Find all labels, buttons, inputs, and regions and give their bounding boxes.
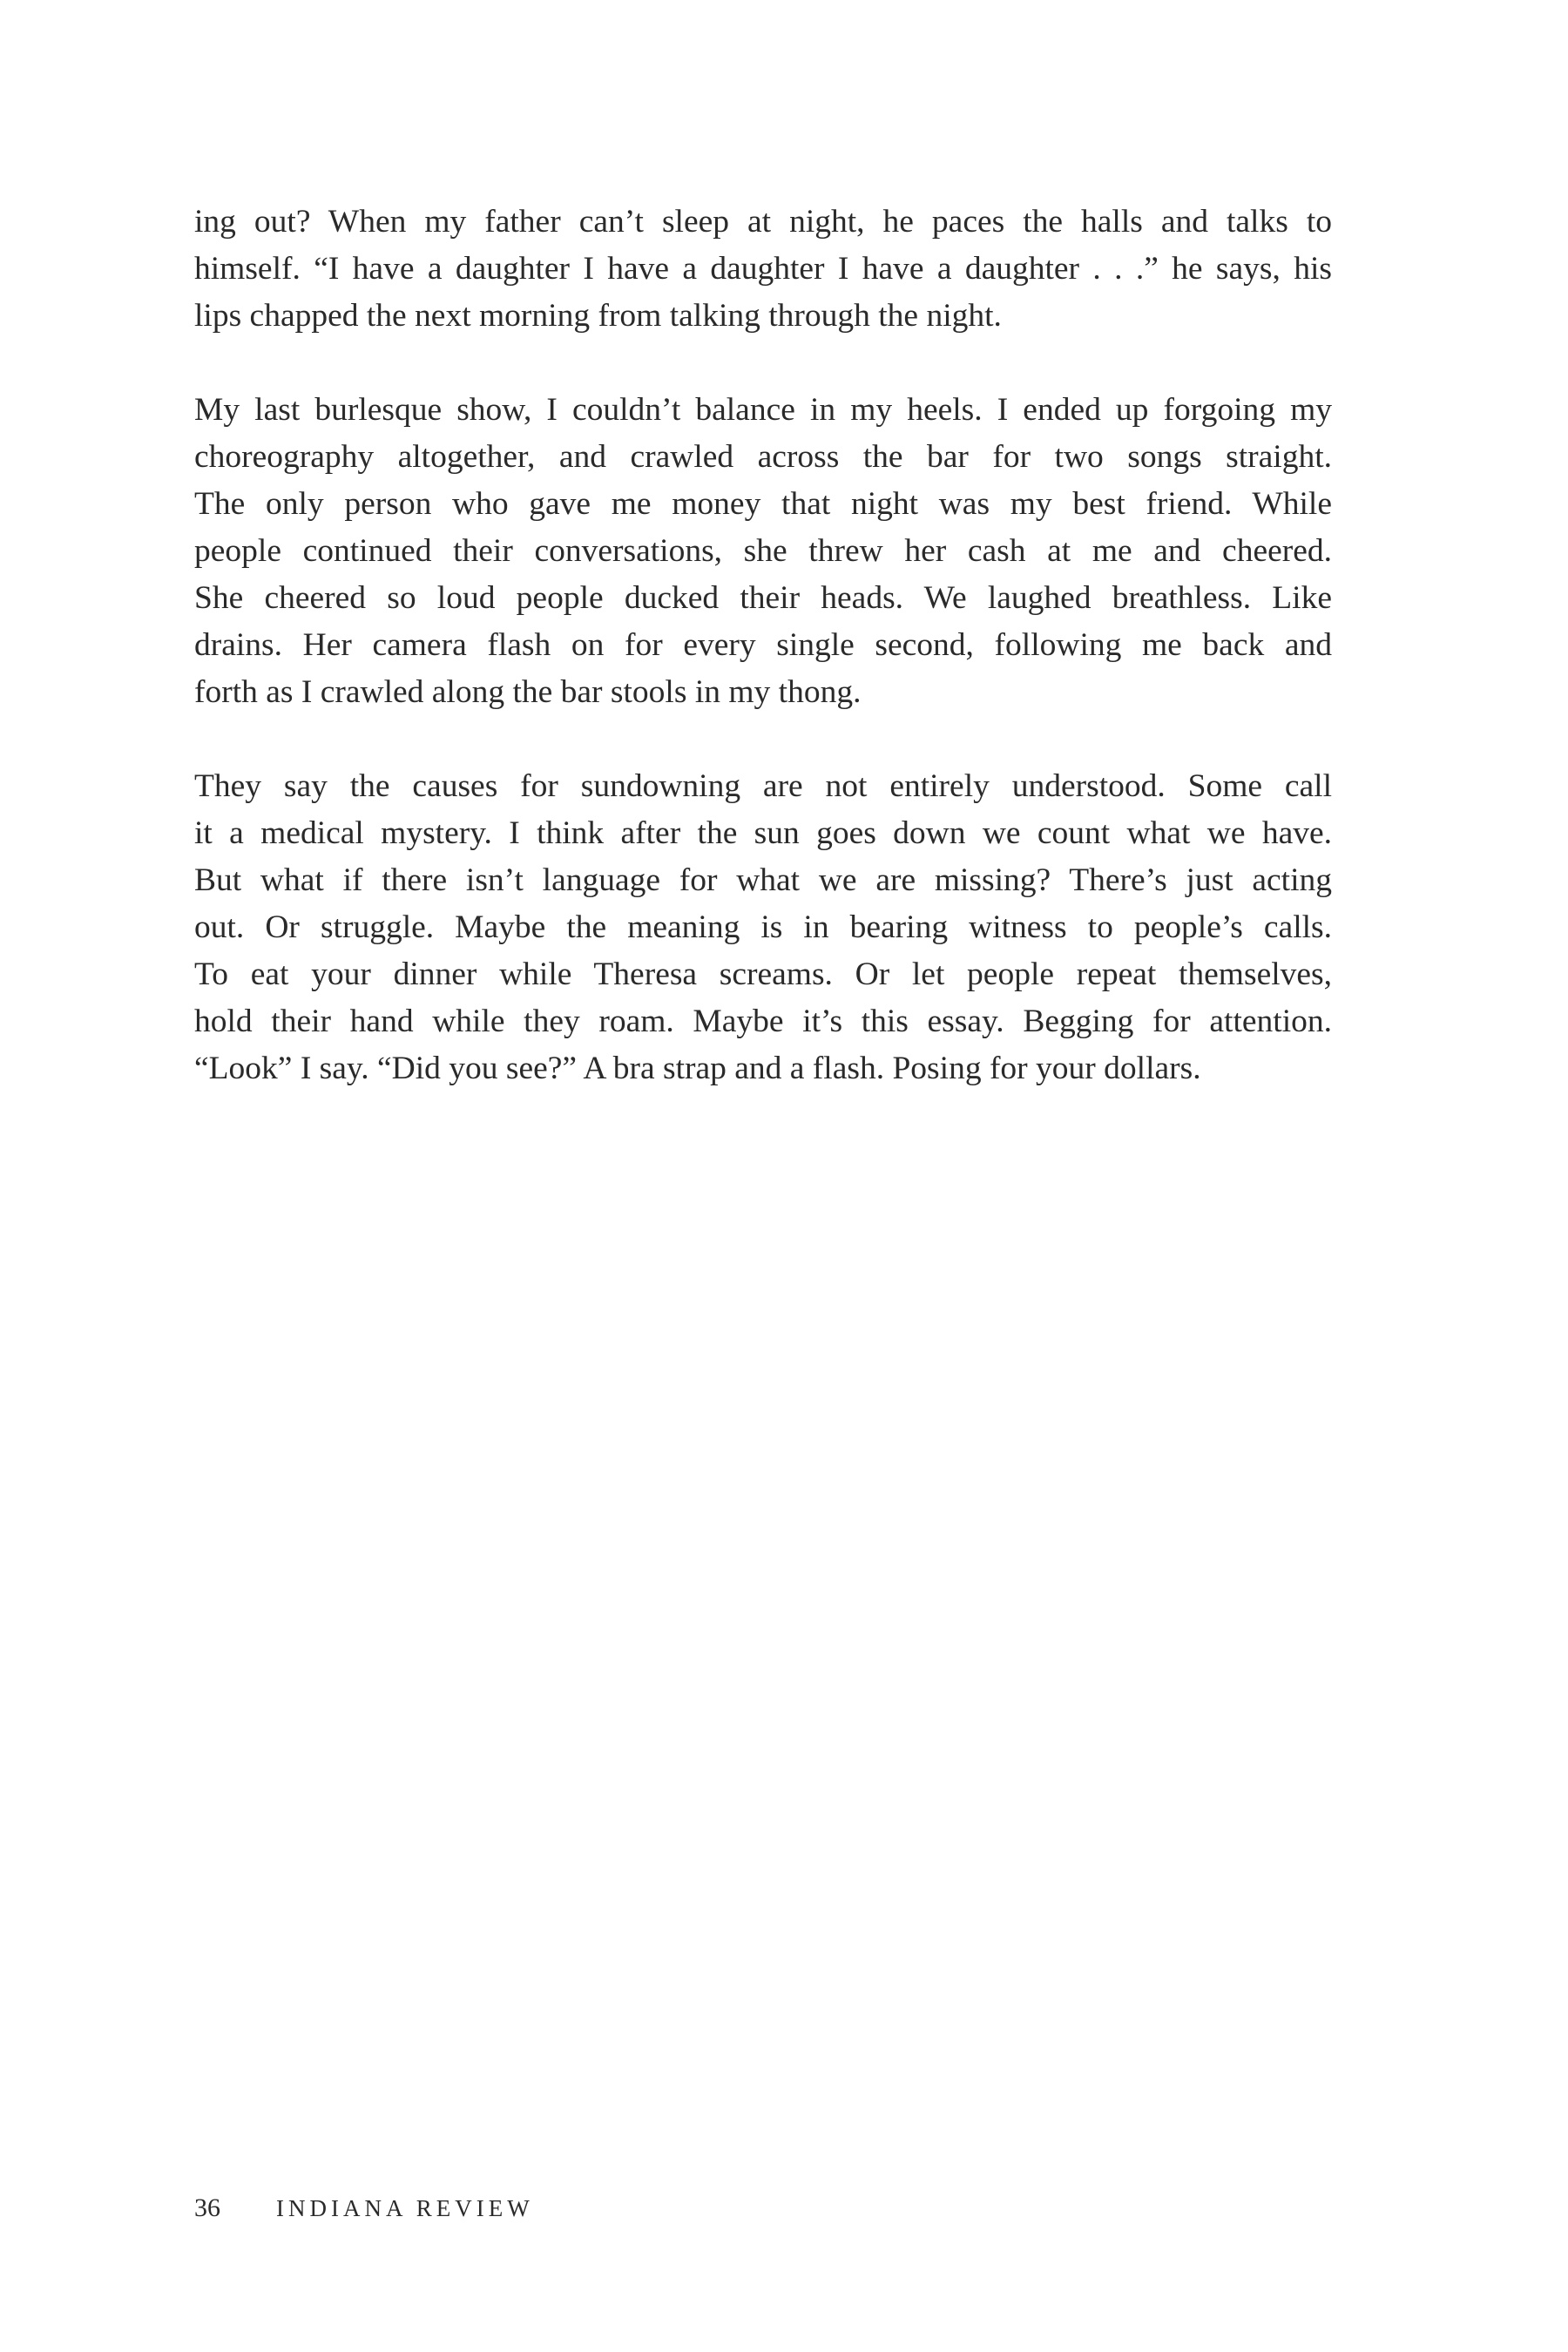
text-line: My last burlesque show, I couldn’t balance in my heels. I ended up forgoing my [194,392,1332,428]
text-line: lips chapped the next morning from talking through the night. [194,298,1002,334]
text-line: They say the causes for sundowning are not entirely understood. Some call [194,768,1332,804]
text-line: hold their hand while they roam. Maybe it’s this essay. Begging for attention. [194,1004,1332,1039]
text-line: out. Or struggle. Maybe the meaning is in bearing witness to people’s calls. [194,909,1332,945]
text-line: it a medical mystery. I think after the sun goes down we count what we have. [194,815,1332,851]
text-line: people continued their conversations, she threw her cash at me and cheered. [194,533,1332,569]
paragraph-3 [194,763,1332,1092]
text-line: choreography altogether, and crawled across the bar for two songs straight. [194,439,1332,475]
text-line: The only person who gave me money that night was my best friend. While [194,486,1332,522]
text-line: To eat your dinner while Theresa screams. Or let people repeat themselves, [194,956,1332,992]
text-line: She cheered so loud people ducked their heads. We laughed breathless. Like [194,580,1332,616]
text-line: But what if there isn’t language for what we are missing? There’s just acting [194,862,1332,898]
text-line: ing out? When my father can’t sleep at night, he paces the halls and talks to [194,204,1332,240]
journal-name: INDIANA REVIEW [276,2195,534,2221]
paragraph-1 [194,199,1332,340]
text-line: himself. “I have a daughter I have a daughter I have a daughter . . .” he says, his [194,251,1332,287]
essay-text [194,199,1332,1139]
text-line: drains. Her camera flash on for every single second, following me back and [194,627,1332,663]
text-line: “Look” I say. “Did you see?” A bra strap and a flash. Posing for your dollars. [194,1051,1201,1086]
page-footer [194,2193,534,2223]
page-number: 36 [194,2193,220,2222]
paragraph-2 [194,387,1332,716]
text-line: forth as I crawled along the bar stools in my thong. [194,674,862,710]
